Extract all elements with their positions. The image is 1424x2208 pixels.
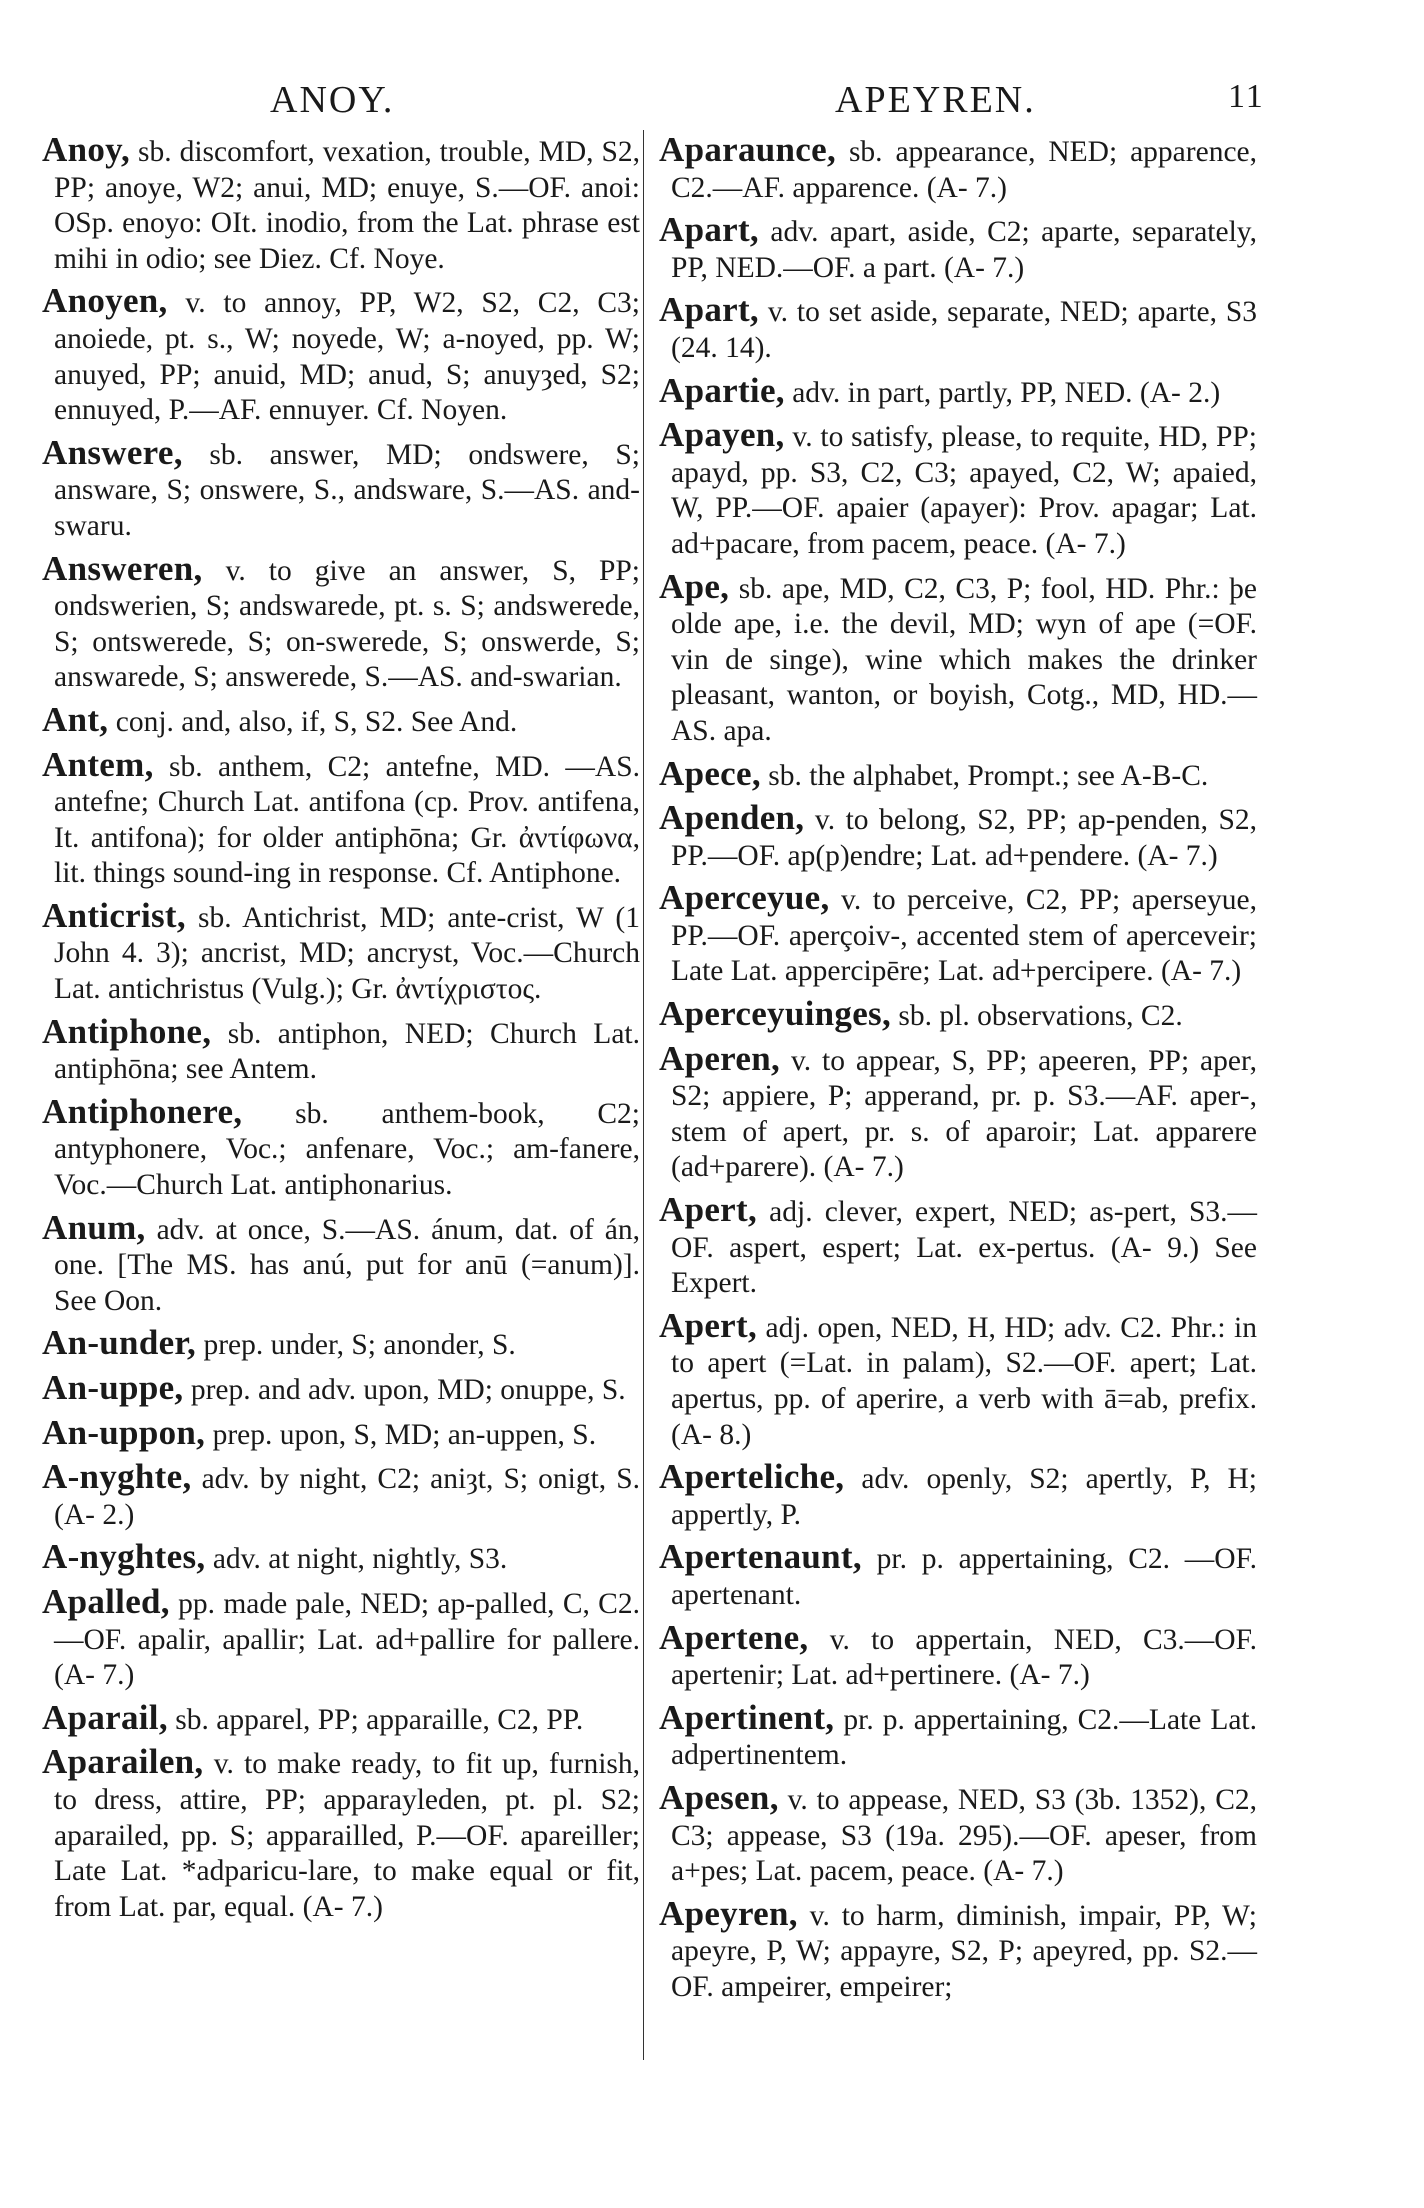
dictionary-entry [42, 1459, 640, 1533]
entry-headword: Apartie, [659, 370, 785, 410]
dictionary-entry [659, 753, 1257, 795]
entry-headword: Apeyren, [659, 1893, 798, 1933]
entry-definition: adv. by night, C2; aniȝt, S; onigt, S. (A- 2.) [54, 1463, 640, 1531]
entry-headword: Apece, [659, 753, 761, 793]
dictionary-entry [42, 744, 640, 892]
entry-headword: Answeren, [42, 548, 203, 588]
entry-definition: sb. Antichrist, MD; ante-crist, W (1 John 4. 3); ancrist, MD; ancryst, Voc.—Church Lat. antichristus (Vulg.); Gr. ἀντίχριστος. [54, 901, 641, 1006]
entry-headword: A-nyghtes, [42, 1537, 206, 1577]
entry-definition: adv. at night, nightly, S3. [212, 1543, 508, 1576]
dictionary-entry [42, 1207, 640, 1320]
entry-headword: An-uppe, [42, 1368, 184, 1407]
entry-headword: Apert, [659, 1190, 758, 1230]
entry-definition: pp. made pale, NED; ap-palled, C, C2.—OF. apalir, apallir; Lat. ad+pallire for pallere. (A- 7.) [54, 1587, 640, 1692]
dictionary-entry [659, 1305, 1258, 1453]
entry-headword: Anum, [42, 1207, 146, 1247]
dictionary-entry [42, 699, 640, 741]
entry-definition: sb. discomfort, vexation, trouble, MD, S2, PP; anoye, W2; anui, MD; enuye, S.—OF. anoi: OSp. enoyo: OIt. inodio, from the Lat. phrase est mihi in odio; see Diez. Cf. Noye. [54, 136, 640, 275]
dictionary-entry [42, 1091, 640, 1204]
entry-definition: v. to appease, NED, S3 (3b. 1352), C2, C3; appease, S3 (19a. 295).—OF. apeser, from a+pes; Lat. pacem, peace. (A- 7.) [671, 1783, 1257, 1888]
entry-headword: Apert, [659, 1305, 758, 1345]
dictionary-entry [659, 212, 1257, 286]
dictionary-entry [659, 1459, 1257, 1533]
running-head-left: ANOY. [270, 79, 395, 121]
dictionary-entry [659, 566, 1257, 750]
entry-definition: v. to make ready, to fit up, furnish, to dress, attire, PP; apparayleden, pt. pl. S2; aparailed, pp. S; apparailled, P.—OF. apareiller; Late Lat. *adparicu-lare, to make equal or fit, from Lat. par, equal. (A- 7.) [54, 1748, 641, 1923]
entry-definition: pr. p. appertaining, C2.—Late Lat. adpertinentem. [671, 1703, 1258, 1772]
entry-headword: Anoyen, [42, 281, 168, 321]
entry-headword: Apalled, [42, 1581, 170, 1621]
entry-definition: v. to perceive, C2, PP; aperseyue, PP.—OF. aperçoiv-, accented stem of aperceveir; Late Lat. appercipēre; Lat. ad+percipere. (A- 7.) [671, 884, 1257, 988]
entry-definition: v. to harm, diminish, impair, PP, W; apeyre, P, W; appayre, S2, P; apeyred, pp. S2.—OF. ampeirer, empeirer; [671, 1899, 1258, 2003]
entry-definition: adv. apart, aside, C2; aparte, separately, PP, NED.—OF. a part. (A- 7.) [671, 216, 1258, 284]
entry-headword: Aparaunce, [659, 130, 837, 169]
entry-headword: Aparail, [42, 1697, 168, 1737]
entry-headword: Antem, [42, 744, 154, 784]
dictionary-entry [42, 432, 640, 545]
entry-definition: adv. openly, S2; apertly, P, H; appertly, P. [671, 1463, 1258, 1531]
left-column [42, 132, 640, 1931]
entry-definition: sb. the alphabet, Prompt.; see A-B-C. [768, 759, 1209, 792]
entry-definition: conj. and, also, if, S, S2. See And. [115, 705, 518, 738]
dictionary-entry [42, 1539, 640, 1578]
dictionary-entry [659, 132, 1257, 206]
entry-headword: Aparailen, [42, 1742, 204, 1782]
dictionary-entry [659, 996, 1257, 1035]
entry-headword: Aperceyuinges, [659, 994, 892, 1034]
dictionary-entry [659, 1038, 1258, 1186]
entry-headword: Apesen, [659, 1777, 779, 1817]
entry-headword: Aperceyue, [659, 878, 830, 918]
dictionary-entry [659, 1192, 1257, 1302]
dictionary-entry [42, 895, 641, 1008]
dictionary-entry [42, 283, 640, 428]
entry-headword: An-uppon, [42, 1412, 206, 1452]
dictionary-entry [42, 1412, 640, 1454]
entry-definition: adj. open, NED, H, HD; adv. C2. Phr.: in to apert (=Lat. in palam), S2.—OF. apert; Lat. apertus, pp. of aperire, a verb with ā=ab, prefix. (A- 8.) [671, 1311, 1258, 1451]
entry-headword: An-under, [42, 1323, 197, 1363]
entry-definition: v. to give an answer, S, PP; ondswerien, S; andswarede, pt. s. S; andswerede, S; ontswerede, S; on-swerede, S; onswerde, S; answarede, S; answerede, S.—AS. and-swarian. [54, 554, 641, 694]
entry-headword: Apertene, [659, 1617, 809, 1657]
entry-definition: sb. anthem-book, C2; antyphonere, Voc.; anfenare, Voc.; am-fanere, Voc.—Church Lat. antiphonarius. [54, 1097, 640, 1202]
dictionary-entry [659, 417, 1257, 562]
dictionary-entry [42, 1011, 640, 1088]
dictionary-entry [42, 548, 641, 696]
entry-definition: prep. and adv. upon, MD; onuppe, S. [190, 1374, 626, 1406]
running-head [60, 78, 1265, 128]
entry-headword: Answere, [42, 432, 183, 472]
entry-definition: adv. at once, S.—AS. ánum, dat. of án, one. [The MS. has anú, put for anū (=anum)]. See Oon. [54, 1213, 640, 1317]
entry-definition: adj. clever, expert, NED; as-pert, S3.—OF. aspert, espert; Lat. ex-pertus. (A- 9.) See Expert. [671, 1196, 1257, 1300]
entry-definition: sb. anthem, C2; antefne, MD. —AS. antefne; Church Lat. antifona (cp. Prov. antifena, It. antifona); for older antiphōna; Gr. ἀντίφωνα, lit. things sound-ing in response. Cf. Antiphone. [54, 750, 640, 890]
entry-definition: sb. ape, MD, C2, C3, P; fool, HD. Phr.: þe olde ape, i.e. the devil, MD; wyn of ape (=OF. vin de singe), wine which makes the drinker pleasant, wanton, or boyish, Cotg., MD, HD.—AS. apa. [671, 572, 1257, 747]
dictionary-entry [659, 1777, 1257, 1890]
dictionary-entry [659, 1893, 1258, 2006]
entry-headword: Anoy, [42, 130, 131, 169]
right-column [659, 132, 1257, 2012]
dictionary-entry [659, 292, 1257, 366]
dictionary-entry [659, 1697, 1258, 1774]
dictionary-entry [42, 1325, 640, 1364]
entry-headword: A-nyghte, [42, 1457, 192, 1497]
entry-definition: sb. pl. observations, C2. [898, 1000, 1183, 1033]
entry-definition: v. to belong, S2, PP; ap-penden, S2, PP.—OF. ap(p)endre; Lat. ad+pendere. (A- 7.) [671, 804, 1258, 872]
dictionary-entry [659, 880, 1257, 990]
entry-headword: Ape, [659, 566, 730, 606]
entry-definition: sb. answer, MD; ondswere, S; answare, S; onswere, S., andsware, S.—AS. and-swaru. [54, 438, 640, 542]
dictionary-entry [42, 132, 640, 277]
dictionary-entry [659, 1539, 1257, 1613]
entry-definition: prep. upon, S, MD; an-uppen, S. [212, 1418, 597, 1451]
dictionary-entry [659, 800, 1257, 874]
entry-definition: v. to appertain, NED, C3.—OF. apertenir; Lat. ad+pertinere. (A- 7.) [671, 1623, 1257, 1692]
entry-definition: v. to annoy, PP, W2, S2, C2, C3; anoiede, pt. s., W; noyede, W; a-noyed, pp. W; anuyed, PP; anuid, MD; anud, S; anuyȝed, S2; ennuyed, P.—AF. ennuyer. Cf. Noyen. [54, 287, 640, 427]
entry-headword: Apart, [659, 210, 759, 250]
entry-headword: Apayen, [659, 415, 785, 455]
entry-definition: sb. appearance, NED; apparence, C2.—AF. apparence. (A- 7.) [671, 136, 1257, 204]
entry-headword: Ant, [42, 699, 109, 739]
dictionary-entry [659, 1617, 1257, 1694]
dictionary-entry [42, 1370, 640, 1409]
entry-definition: v. to appear, S, PP; apeeren, PP; aper, S2; appiere, P; apperand, pr. p. S3.—AF. aper-, stem of apert, pr. s. of aparoir; Lat. apparere (ad+parere). (A- 7.) [671, 1044, 1258, 1184]
entry-definition: v. to satisfy, please, to requite, HD, PP; apayd, pp. S3, C2, C3; apayed, C2, W; apaied, W, PP.—OF. apaier (apayer): Prov. apagar; Lat. ad+pacare, from pacem, peace. (A- 7.) [671, 421, 1257, 560]
entry-headword: Apertinent, [659, 1697, 835, 1737]
entry-headword: Antiphone, [42, 1011, 212, 1051]
entry-headword: Apertenaunt, [659, 1537, 862, 1577]
entry-definition: pr. p. appertaining, C2. —OF. apertenant. [671, 1543, 1257, 1611]
entry-headword: Antiphonere, [42, 1091, 243, 1131]
entry-headword: Aperen, [659, 1038, 781, 1078]
entry-headword: Apart, [659, 290, 759, 330]
entry-headword: Aperteliche, [659, 1457, 845, 1497]
entry-definition: sb. apparel, PP; apparaille, C2, PP. [175, 1703, 584, 1736]
entry-definition: sb. antiphon, NED; Church Lat. antiphōna; see Antem. [54, 1017, 640, 1086]
entry-headword: Apenden, [659, 798, 805, 838]
dictionary-entry [659, 370, 1257, 412]
dictionary-entry [42, 1697, 640, 1739]
entry-definition: adv. in part, partly, PP, NED. (A- 2.) [792, 376, 1221, 409]
entry-definition: prep. under, S; anonder, S. [203, 1329, 516, 1362]
dictionary-entry [42, 1581, 640, 1694]
page-number: 11 [1228, 78, 1265, 115]
column-divider [643, 130, 644, 2060]
entry-headword: Anticrist, [42, 895, 186, 935]
running-head-right: APEYREN. [835, 79, 1036, 121]
entry-definition: v. to set aside, separate, NED; aparte, S3 (24. 14). [671, 296, 1257, 364]
dictionary-entry [42, 1744, 640, 1925]
